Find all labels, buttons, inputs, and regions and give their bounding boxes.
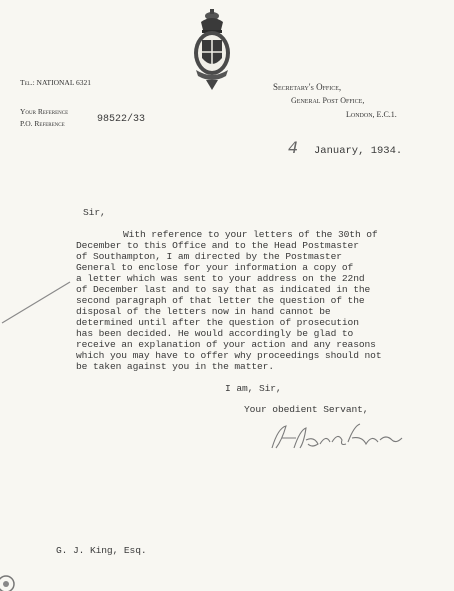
body-line: receive an explanation of your action and any reasons [76, 339, 376, 350]
body-line: disposal of the letters now in hand cannot be [76, 306, 331, 317]
office-line-1: Secretary's Office, [273, 82, 342, 92]
body-line: has been decided. He would accordingly be glad to [76, 328, 354, 339]
body-line: of Southampton, I am directed by the Postmaster [76, 251, 342, 262]
po-reference-label: P.O. Reference [20, 119, 65, 128]
salutation: Sir, [83, 207, 106, 218]
body-line: determined until after the question of prosecution [76, 317, 359, 328]
handwritten-date-day: 4 [288, 138, 299, 157]
po-reference-value: 98522/33 [97, 114, 146, 125]
closing-line-2: Your obedient Servant, [244, 404, 369, 415]
body-line: of December last and to say that as indicated in the [76, 284, 371, 295]
addressee: G. J. King, Esq. [56, 545, 147, 556]
office-line-3: London, E.C.1. [346, 110, 397, 119]
royal-crest-icon [192, 8, 232, 90]
telephone-number: Tel.: NATIONAL 6321 [20, 78, 92, 87]
body-line: a letter which was sent to your address on the 22nd [76, 273, 365, 284]
date-month-year: January, 1934. [314, 145, 403, 157]
closing-line-1: I am, Sir, [225, 383, 282, 394]
handwritten-signature [268, 418, 418, 458]
body-line: December to this Office and to the Head Postmaster [76, 240, 359, 251]
office-line-2: General Post Office, [291, 96, 365, 105]
body-line: be taken against you in the matter. [76, 361, 275, 372]
body-line: General to enclose for your information a copy of [76, 262, 354, 273]
your-reference-label: Your Reference [20, 107, 69, 116]
body-line: which you may have to offer why proceedings should not [76, 350, 382, 361]
stamp-fragment-icon [0, 566, 22, 591]
body-line: second paragraph of that letter the question of the [76, 295, 365, 306]
margin-pencil-mark [0, 278, 75, 326]
body-line: With reference to your letters of the 30th of [123, 229, 378, 240]
